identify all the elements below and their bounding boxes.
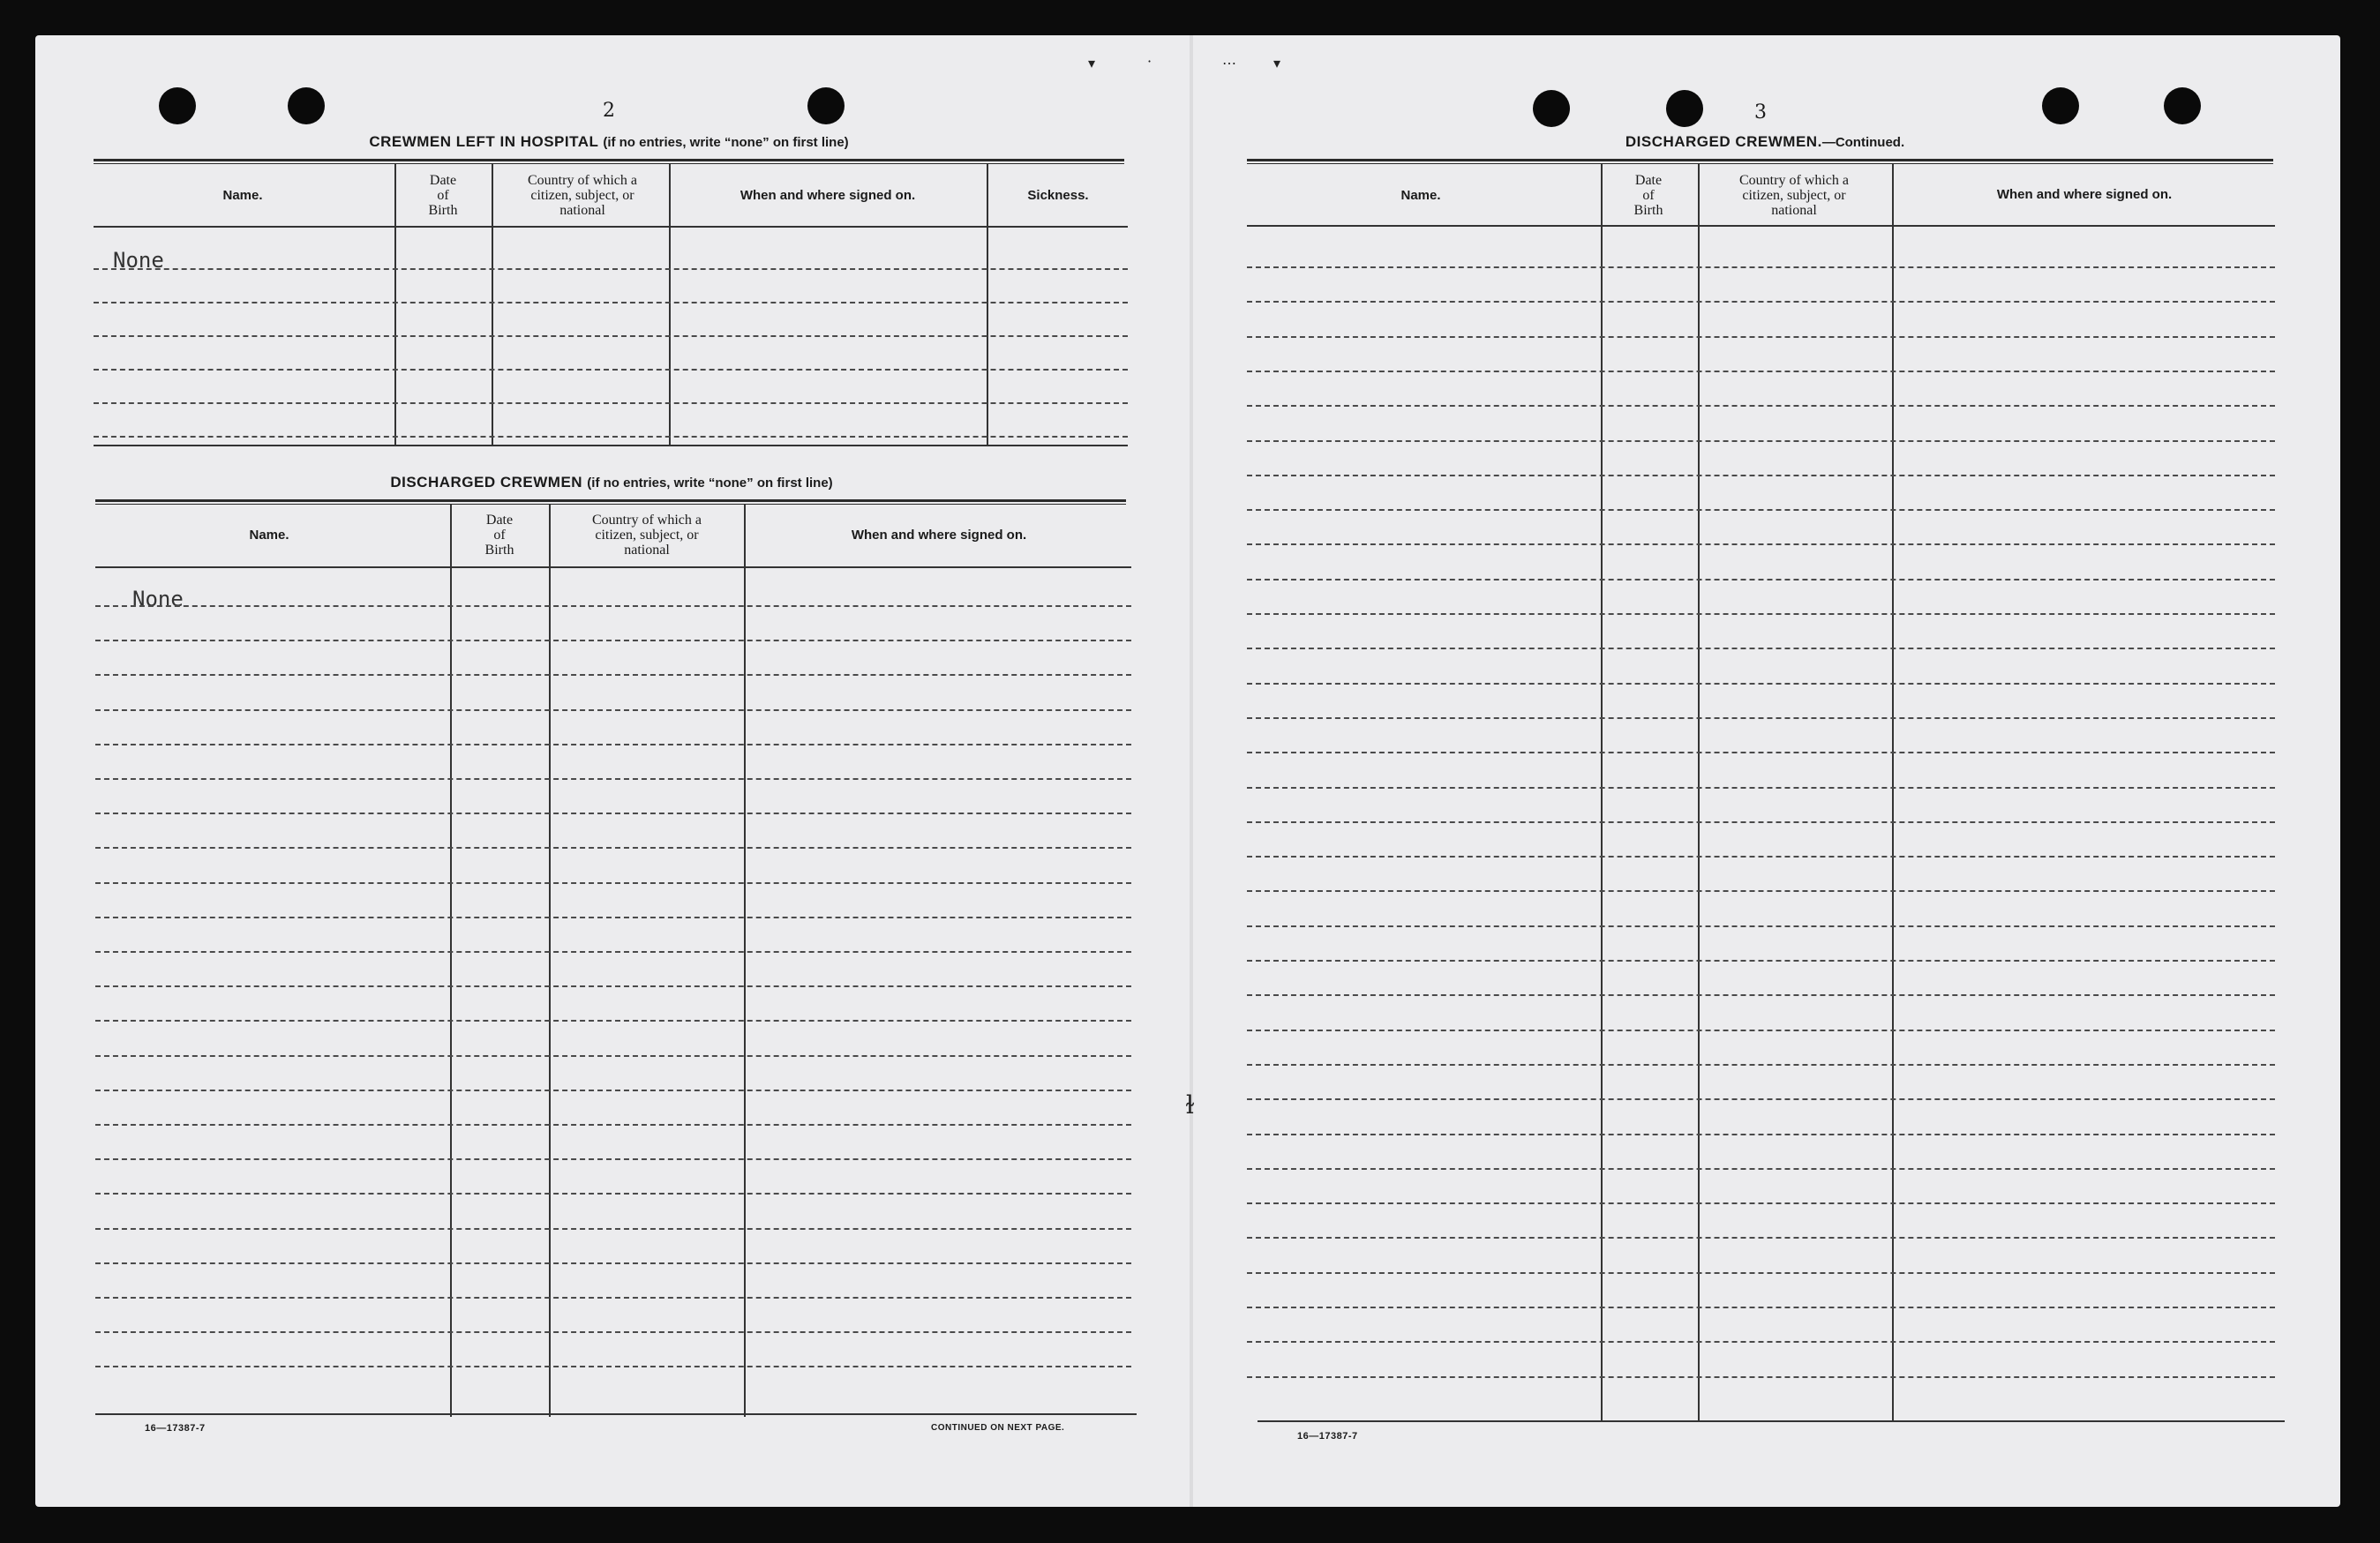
discharged-entry-name: None <box>132 587 184 611</box>
column-header-name: Name. <box>1400 188 1441 203</box>
column-header-date-of-birth: Date of Birth <box>428 173 458 218</box>
entry-line <box>1247 1272 2275 1274</box>
entry-line <box>1247 509 2275 511</box>
entry-line <box>1247 266 2275 268</box>
column-header-country: Country of which a citizen, subject, or national <box>528 173 637 218</box>
section-rule <box>95 499 1126 505</box>
entry-line <box>95 985 1131 987</box>
entry-line <box>1247 336 2275 338</box>
punch-hole-icon <box>1533 90 1570 127</box>
entry-line <box>1247 1341 2275 1343</box>
column-header-country: Country of which a citizen, subject, or national <box>592 513 702 558</box>
entry-line <box>1247 787 2275 789</box>
form-number: 16—17387-7 <box>1297 1431 1358 1442</box>
entry-line <box>1247 960 2275 962</box>
column-divider <box>1601 164 1603 1422</box>
form-number: 16—17387-7 <box>145 1423 206 1434</box>
entry-line <box>95 709 1131 711</box>
table-bottom-rule <box>1258 1420 2285 1422</box>
entry-line <box>94 402 1128 404</box>
stray-mark: ▾ <box>1088 55 1096 71</box>
section-rule <box>1247 159 2273 164</box>
column-header-signed-on: When and where signed on. <box>1996 187 2173 202</box>
entry-line <box>1247 890 2275 892</box>
entry-line <box>1247 371 2275 372</box>
table-bottom-rule <box>95 1413 1137 1415</box>
entry-line <box>1247 1030 2275 1031</box>
entry-line <box>94 302 1128 303</box>
entry-line <box>1247 440 2275 442</box>
entry-line <box>1247 1307 2275 1308</box>
entry-line <box>94 335 1128 337</box>
entry-line <box>1247 821 2275 823</box>
header-underline <box>1247 225 2275 227</box>
entry-line <box>94 268 1128 270</box>
stray-mark: ɫ <box>1185 1090 1195 1120</box>
entry-line <box>95 1331 1131 1333</box>
entry-line <box>1247 1134 2275 1135</box>
column-header-name: Name. <box>222 188 263 203</box>
entry-line <box>1247 994 2275 996</box>
document-paper <box>35 35 2340 1507</box>
punch-hole-icon <box>2042 87 2079 124</box>
stray-mark: · <box>1147 53 1152 70</box>
column-header-country: Country of which a citizen, subject, or national <box>1739 173 1849 218</box>
column-header-name: Name. <box>249 528 289 543</box>
section-bottom-rule <box>94 445 1128 446</box>
entry-line <box>95 1055 1131 1057</box>
entry-line <box>1247 717 2275 719</box>
entry-line <box>1247 1098 2275 1100</box>
entry-line <box>95 744 1131 745</box>
hospital-title: CREWMEN LEFT IN HOSPITAL <box>369 133 599 150</box>
entry-line <box>95 951 1131 953</box>
stray-mark: ▾ <box>1273 55 1281 71</box>
entry-line <box>95 813 1131 814</box>
entry-line <box>95 1297 1131 1299</box>
entry-line <box>95 917 1131 918</box>
entry-line <box>1247 1237 2275 1239</box>
entry-line <box>1247 1168 2275 1170</box>
discharged-instruction: (if no entries, write “none” on first line) <box>587 476 833 491</box>
entry-line <box>95 1090 1131 1091</box>
entry-line <box>1247 475 2275 476</box>
entry-line <box>95 605 1131 607</box>
punch-hole-icon <box>288 87 325 124</box>
section-rule <box>94 159 1124 164</box>
entry-line <box>95 640 1131 641</box>
section-title-discharged-continued <box>1625 133 1904 151</box>
stray-mark: ⋯ <box>1222 55 1236 71</box>
entry-line <box>94 369 1128 371</box>
entry-line <box>95 1193 1131 1195</box>
punch-hole-icon <box>2164 87 2201 124</box>
page-number: 2 <box>603 100 615 122</box>
entry-line <box>1247 1376 2275 1378</box>
entry-line <box>1247 683 2275 685</box>
header-underline <box>94 226 1128 228</box>
section-title-discharged <box>390 474 832 491</box>
entry-line <box>94 436 1128 438</box>
entry-line <box>95 778 1131 780</box>
entry-line <box>1247 925 2275 927</box>
column-header-date-of-birth: Date of Birth <box>484 513 514 558</box>
entry-line <box>1247 1202 2275 1204</box>
discharged-title: DISCHARGED CREWMEN <box>390 474 583 491</box>
entry-line <box>1247 613 2275 615</box>
entry-line <box>1247 579 2275 580</box>
entry-line <box>95 847 1131 849</box>
column-divider <box>1698 164 1700 1422</box>
entry-line <box>1247 752 2275 753</box>
entry-line <box>1247 648 2275 649</box>
entry-line <box>95 1262 1131 1264</box>
entry-line <box>95 1158 1131 1160</box>
page-number: 3 <box>1754 101 1767 124</box>
entry-line <box>95 1366 1131 1367</box>
entry-line <box>95 1020 1131 1022</box>
punch-hole-icon <box>807 87 845 124</box>
discharged-continued-title: DISCHARGED CREWMEN. <box>1625 133 1822 150</box>
punch-hole-icon <box>1666 90 1703 127</box>
column-header-signed-on: When and where signed on. <box>740 188 916 203</box>
column-header-sickness: Sickness. <box>1027 188 1089 203</box>
continued-suffix: —Continued. <box>1821 135 1905 150</box>
entry-line <box>1247 405 2275 407</box>
entry-line <box>95 1124 1131 1126</box>
entry-line <box>1247 301 2275 303</box>
entry-line <box>1247 543 2275 545</box>
column-header-date-of-birth: Date of Birth <box>1633 173 1663 218</box>
punch-hole-icon <box>159 87 196 124</box>
continued-note: CONTINUED ON NEXT PAGE. <box>931 1423 1065 1433</box>
entry-line <box>1247 856 2275 858</box>
entry-line <box>95 882 1131 884</box>
entry-line <box>95 674 1131 676</box>
entry-line <box>95 1228 1131 1230</box>
hospital-entry-name: None <box>113 248 164 273</box>
section-title-hospital <box>369 133 848 151</box>
column-divider <box>1892 164 1894 1422</box>
page-fold <box>1190 35 1193 1507</box>
hospital-instruction: (if no entries, write “none” on first line) <box>603 135 849 150</box>
header-underline <box>95 566 1131 568</box>
entry-line <box>1247 1064 2275 1066</box>
column-header-signed-on: When and where signed on. <box>851 528 1027 543</box>
